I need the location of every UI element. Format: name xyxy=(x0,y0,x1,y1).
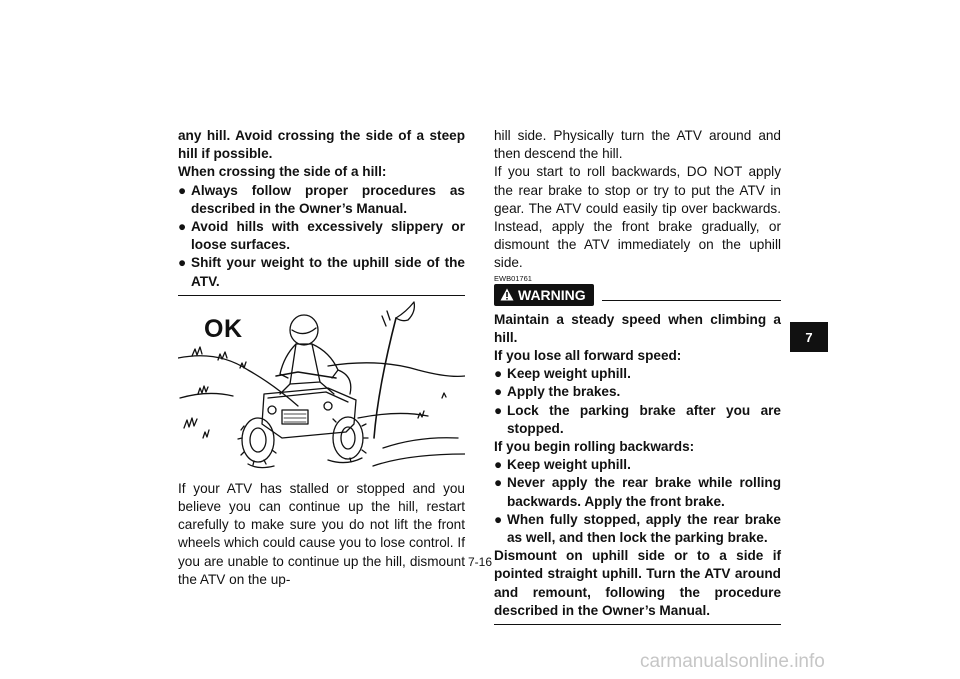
list-item: ● Always follow proper procedures as described in the Owner’s Manual. xyxy=(178,182,465,218)
chapter-tab: 7 xyxy=(790,322,828,352)
crossing-heading: When crossing the side of a hill: xyxy=(178,164,387,180)
warning-header xyxy=(494,284,781,306)
roll-backwards-paragraph: If you start to roll backwards, DO NOT apply the rear brake to stop or try to put the ATV in gear. The ATV could easily tip over backwards. Instead, apply the front brake gradually, or dismount the ATV immediately on the uphill side. xyxy=(494,164,781,271)
lose-speed-heading: If you lose all forward speed: xyxy=(494,348,682,364)
list-item: ● Never apply the rear brake while rolling backwards. Apply the front brake. xyxy=(494,474,781,510)
steady-speed-text: Maintain a steady speed when climbing a hill. xyxy=(494,311,781,345)
bullet-icon: ● xyxy=(178,255,187,271)
bullet-icon: ● xyxy=(494,511,503,527)
rolling-back-heading: If you begin rolling backwards: xyxy=(494,439,695,455)
descend-paragraph: hill side. Physically turn the ATV around and then descend the hill. xyxy=(494,128,781,162)
list-item: ● Shift your weight to the uphill side of the ATV. xyxy=(178,254,465,290)
warning-header-rule xyxy=(602,288,781,301)
section-divider xyxy=(178,295,465,296)
warning-label: WARNING xyxy=(518,286,586,303)
list-item: ● Lock the parking brake after you are stopped. xyxy=(494,402,781,438)
bullet-icon: ● xyxy=(178,219,187,235)
warning-badge xyxy=(494,284,594,306)
list-item: ● When fully stopped, apply the rear brake as well, and then lock the parking brake. xyxy=(494,511,781,547)
bullet-icon: ● xyxy=(494,384,503,400)
bullet-icon: ● xyxy=(494,402,503,418)
list-item: ● Keep weight uphill. xyxy=(494,456,781,474)
list-item: ● Avoid hills with excessively slippery or loose surfaces. xyxy=(178,218,465,254)
dismount-text: Dismount on uphill side or to a side if pointed straight uphill. Turn the ATV around and remount, following the procedure described in the Owner’s Manual. xyxy=(494,548,781,618)
intro-text: any hill. Avoid crossing the side of a steep hill if possible. xyxy=(178,128,465,162)
page-number: 7-16 xyxy=(468,555,493,569)
right-column xyxy=(494,127,781,625)
warning-code: EWB01761 xyxy=(494,273,532,283)
warning-triangle-icon xyxy=(500,288,514,301)
bullet-icon: ● xyxy=(494,457,503,473)
bullet-icon: ● xyxy=(494,475,503,491)
warning-end-rule xyxy=(494,624,781,625)
atv-illustration xyxy=(178,298,465,478)
ok-label: OK xyxy=(204,314,243,343)
list-item: ● Apply the brakes. xyxy=(494,383,781,401)
left-column xyxy=(178,127,465,589)
stalled-paragraph: If your ATV has stalled or stopped and you believe you can continue up the hill, restart carefully to make sure you do not lift the front wheels which could cause you to lose control. If you are unable to continue up the hill, dismount the ATV on the up- xyxy=(178,480,465,587)
list-item: ● Keep weight uphill. xyxy=(494,365,781,383)
watermark: carmanualsonline.info xyxy=(640,651,825,672)
bullet-icon: ● xyxy=(178,182,187,198)
bullet-icon: ● xyxy=(494,366,503,382)
